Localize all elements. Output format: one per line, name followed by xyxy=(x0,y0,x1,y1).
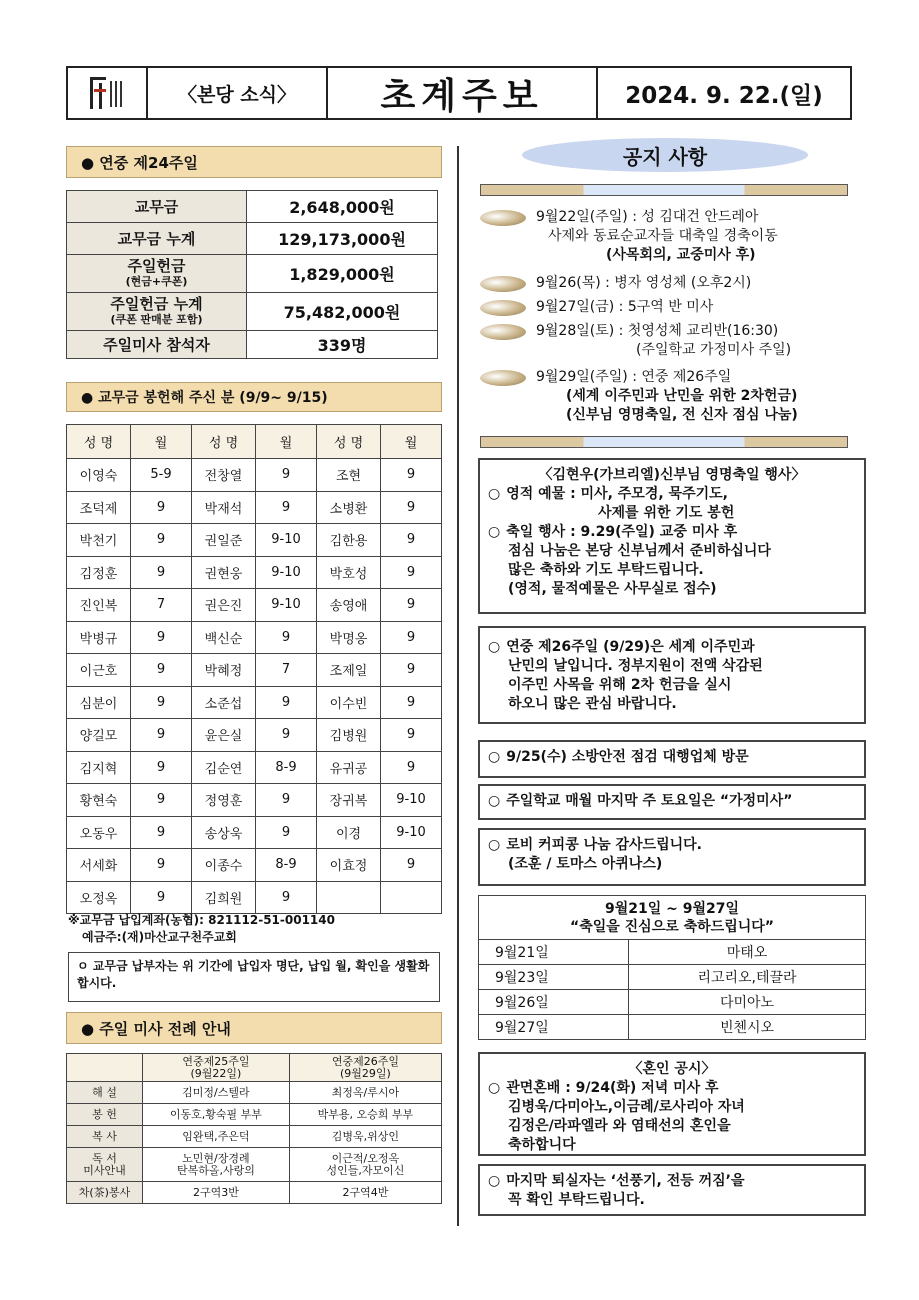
mass-cell: 박부용, 오승희 부부 xyxy=(289,1104,441,1126)
donor-name: 황현숙 xyxy=(67,784,131,817)
announcement-line: (주일학교 가정미사 주일) xyxy=(636,342,792,358)
donor-name: 유귀공 xyxy=(317,751,381,784)
circle-bullet-icon: ○ xyxy=(488,793,501,809)
donor-month: 9 xyxy=(256,491,317,524)
donor-name: 이효정 xyxy=(317,849,381,882)
donor-name: 정영훈 xyxy=(192,784,256,817)
feast-day: 9월26일 xyxy=(479,990,629,1015)
donor-name: 김희원 xyxy=(192,881,256,914)
donor-name: 권은진 xyxy=(192,589,256,622)
feast-item-1b: 사제를 위한 기도 봉헌 xyxy=(598,505,735,521)
donor-name: 이근호 xyxy=(67,654,131,687)
donor-month: 7 xyxy=(256,654,317,687)
circle-bullet-icon: ○ xyxy=(488,486,501,502)
col-month: 월 xyxy=(131,425,192,459)
stats-label xyxy=(67,293,247,331)
column-divider xyxy=(457,146,459,1226)
donor-name: 박명옹 xyxy=(317,621,381,654)
offering-stats-table xyxy=(66,190,438,359)
feast-greeting: “축일을 진심으로 축하드립니다” xyxy=(570,918,774,935)
feast-item-2c: 많은 축하와 기도 부탁드립니다. xyxy=(508,562,704,578)
bulletin-header xyxy=(66,66,852,120)
wedding-line: 관면혼배 : 9/24(화) 저녁 미사 후 xyxy=(506,1080,719,1096)
mass-cell: 임완택,주은덕 xyxy=(143,1126,290,1148)
table-row xyxy=(479,940,866,965)
announcement-item xyxy=(536,298,713,317)
mass-role: 독 서 미사안내 xyxy=(67,1148,143,1182)
account-info xyxy=(68,912,335,946)
oval-bullet-icon xyxy=(480,276,526,292)
wedding-line: 김정은/라파엘라 와 염태선의 혼인을 xyxy=(508,1118,731,1134)
oval-bullet-icon xyxy=(480,210,526,226)
stats-label-text: 교무금 xyxy=(134,197,179,216)
donor-month: 9-10 xyxy=(256,524,317,557)
wedding-box xyxy=(478,1052,866,1156)
donor-name: 조덕제 xyxy=(67,491,131,524)
donor-month: 9 xyxy=(256,686,317,719)
feast-item-1: 영적 예물 : 미사, 주모경, 묵주기도, xyxy=(506,486,728,502)
donor-name: 조제일 xyxy=(317,654,381,687)
col-name: 성 명 xyxy=(317,425,381,459)
donor-name: 장귀복 xyxy=(317,784,381,817)
donor-name: 박혜정 xyxy=(192,654,256,687)
donor-name: 백신순 xyxy=(192,621,256,654)
announcement-item xyxy=(536,274,751,293)
announcement-line: (세계 이주민과 난민을 위한 2차헌금) xyxy=(566,388,798,404)
circle-bullet-icon: ○ xyxy=(488,1173,501,1189)
coffee-line: (조훈 / 토마스 아퀴나스) xyxy=(508,856,663,872)
donor-month: 9-10 xyxy=(256,556,317,589)
donor-month: 9 xyxy=(256,881,317,914)
stats-label: 주일미사 참석자 xyxy=(67,331,247,359)
table-row xyxy=(479,990,866,1015)
donor-month: 9 xyxy=(381,524,442,557)
donor-month: 9 xyxy=(131,556,192,589)
announcement-item xyxy=(536,322,791,360)
stats-label xyxy=(67,255,247,293)
stats-label xyxy=(67,223,247,255)
stats-label xyxy=(67,191,247,223)
donor-month: 9 xyxy=(256,459,317,492)
table-row xyxy=(479,965,866,990)
table-row xyxy=(67,491,442,524)
table-row xyxy=(67,459,442,492)
wedding-line: 축하합니다 xyxy=(508,1137,576,1153)
donor-month: 9 xyxy=(256,621,317,654)
donor-name: 김지혁 xyxy=(67,751,131,784)
table-row xyxy=(67,686,442,719)
table-row xyxy=(67,1104,442,1126)
mass-cell: 연중제26주일 (9월29일) xyxy=(289,1054,441,1082)
donor-month: 9 xyxy=(131,491,192,524)
donor-name: 김병원 xyxy=(317,719,381,752)
feast-day: 9월21일 xyxy=(479,940,629,965)
announcement-item xyxy=(536,368,798,425)
announcement-line: 9월22일(주일) : 성 김대건 안드레아 xyxy=(536,209,759,225)
donor-month: 5-9 xyxy=(131,459,192,492)
donor-name: 박천기 xyxy=(67,524,131,557)
stats-row xyxy=(67,331,438,359)
stats-label-sub: (현금+쿠폰) xyxy=(125,274,188,288)
mass-role: 봉 헌 xyxy=(67,1104,143,1126)
donor-month: 9 xyxy=(256,784,317,817)
table-row xyxy=(479,1015,866,1040)
col-name: 성 명 xyxy=(67,425,131,459)
coffee-box xyxy=(478,828,866,886)
church-logo-icon xyxy=(87,75,127,111)
donor-month: 9 xyxy=(131,621,192,654)
col-name: 성 명 xyxy=(192,425,256,459)
donor-month: 9 xyxy=(131,524,192,557)
donor-name: 송영애 xyxy=(317,589,381,622)
announcement-line: 9월26(목) : 병자 영성체 (오후2시) xyxy=(536,275,752,291)
donor-name: 김순연 xyxy=(192,751,256,784)
table-row xyxy=(67,784,442,817)
table-row xyxy=(67,654,442,687)
donor-name: 양길모 xyxy=(67,719,131,752)
table-row xyxy=(67,849,442,882)
donor-name: 권현웅 xyxy=(192,556,256,589)
saint-name: 다미아노 xyxy=(629,990,866,1015)
donor-name: 송상욱 xyxy=(192,816,256,849)
feast-item-2d: (영적, 물적예물은 사무실로 접수) xyxy=(508,581,717,597)
donor-name: 박병규 xyxy=(67,621,131,654)
mass-cell: 이동호,황숙필 부부 xyxy=(143,1104,290,1126)
bulletin-date: 2024. 9. 22.(일) xyxy=(625,82,823,109)
donor-month: 7 xyxy=(131,589,192,622)
donor-month: 9 xyxy=(381,849,442,882)
donor-title: ● 교무금 봉헌해 주신 분 (9/9~ 9/15) xyxy=(66,382,442,412)
donor-name: 김한용 xyxy=(317,524,381,557)
announcement-line: 9월29일(주일) : 연중 제26주일 xyxy=(536,369,732,385)
fire-text: 9/25(수) 소방안전 점검 대행업체 방문 xyxy=(506,749,749,765)
sunday-school-box xyxy=(478,784,866,820)
donor-name: 권일준 xyxy=(192,524,256,557)
mass-role: 복 사 xyxy=(67,1126,143,1148)
bulletin-title: 초계주보 xyxy=(328,68,598,118)
migrant-line: 하오니 많은 관심 바랍니다. xyxy=(508,696,677,712)
mass-cell: 김병욱,위상인 xyxy=(289,1126,441,1148)
mass-role: 차(茶)봉사 xyxy=(67,1182,143,1204)
donor-month: 9 xyxy=(131,881,192,914)
coffee-line: 로비 커피콩 나눔 감사드립니다. xyxy=(506,837,702,853)
announcement-line: 9월27일(금) : 5구역 반 미사 xyxy=(536,299,714,315)
donor-header-row xyxy=(67,425,442,459)
donor-name: 소병환 xyxy=(317,491,381,524)
donor-month: 9 xyxy=(381,719,442,752)
mass-cell: 이근적/오정옥 성인들,자모이신 xyxy=(289,1148,441,1182)
school-text: 주일학교 매월 마지막 주 토요일은 “가정미사” xyxy=(506,793,793,809)
donor-month: 9 xyxy=(131,751,192,784)
circle-bullet-icon: ○ xyxy=(488,639,501,655)
migrant-box xyxy=(478,626,866,724)
donor-month: 9-10 xyxy=(381,784,442,817)
circle-bullet-icon: ○ xyxy=(488,524,501,540)
migrant-line: 연중 제26주일 (9/29)은 세계 이주민과 xyxy=(506,639,755,655)
feast-day: 9월23일 xyxy=(479,965,629,990)
donor-month: 9 xyxy=(131,719,192,752)
stats-label-text: 교무금 누계 xyxy=(117,229,196,248)
table-row xyxy=(67,881,442,914)
stats-row xyxy=(67,191,438,223)
donor-month: 8-9 xyxy=(256,849,317,882)
donor-month: 9 xyxy=(256,816,317,849)
donor-name: 이영숙 xyxy=(67,459,131,492)
donor-name: 전창열 xyxy=(192,459,256,492)
donor-name: 진인복 xyxy=(67,589,131,622)
stats-value: 129,173,000원 xyxy=(247,223,438,255)
donor-name: 오정옥 xyxy=(67,881,131,914)
feast-date-range: 9월21일 ~ 9월27일 xyxy=(604,900,740,917)
feast-table xyxy=(478,895,866,1040)
stats-label-text: 주일헌금 xyxy=(127,256,186,275)
saint-name: 마태오 xyxy=(629,940,866,965)
donor-month: 9-10 xyxy=(256,589,317,622)
stats-label-sub: (쿠폰 판매분 포함) xyxy=(110,312,203,326)
stats-row xyxy=(67,223,438,255)
mass-liturgy-table xyxy=(66,1053,442,1204)
stats-row xyxy=(67,293,438,331)
stats-value: 1,829,000원 xyxy=(247,255,438,293)
announcement-line: 9월28일(토) : 첫영성체 교리반(16:30) xyxy=(536,323,779,339)
feast-head-row xyxy=(479,896,866,940)
table-row xyxy=(67,524,442,557)
mass-role xyxy=(67,1054,143,1082)
donor-name: 박호성 xyxy=(317,556,381,589)
saint-name: 빈첸시오 xyxy=(629,1015,866,1040)
donor-month: 9 xyxy=(381,686,442,719)
table-row xyxy=(67,816,442,849)
stats-value: 75,482,000원 xyxy=(247,293,438,331)
notice-title: 공지 사항 xyxy=(522,138,808,172)
donor-name: 이수빈 xyxy=(317,686,381,719)
donor-month: 9 xyxy=(131,654,192,687)
circle-bullet-icon: ○ xyxy=(488,749,501,765)
feast-day-box xyxy=(478,458,866,614)
donor-name: 오동우 xyxy=(67,816,131,849)
oval-bullet-icon xyxy=(480,324,526,340)
donor-name xyxy=(317,881,381,914)
oval-bullet-icon xyxy=(480,300,526,316)
migrant-line: 난민의 날입니다. 정부지원이 전액 삭감된 xyxy=(508,658,763,674)
fire-inspection-box xyxy=(478,740,866,778)
mass-cell: 연중제25주일 (9월22일) xyxy=(143,1054,290,1082)
last-exit-box xyxy=(478,1164,866,1216)
decor-bar-bottom xyxy=(480,436,848,448)
table-row xyxy=(67,1182,442,1204)
table-row xyxy=(67,1126,442,1148)
stats-row xyxy=(67,255,438,293)
stats-label-text: 주일헌금 누계 xyxy=(110,294,203,313)
circle-bullet-icon: ○ xyxy=(488,837,501,853)
table-row xyxy=(67,1082,442,1104)
mass-cell: 2구역4반 xyxy=(289,1182,441,1204)
decor-bar-top xyxy=(480,184,848,196)
donor-month: 9-10 xyxy=(381,816,442,849)
donor-month: 9 xyxy=(131,816,192,849)
donor-month: 9 xyxy=(381,459,442,492)
mass-cell: 김미정/스텔라 xyxy=(143,1082,290,1104)
mass-cell: 최정옥/루시아 xyxy=(289,1082,441,1104)
mass-role: 해 설 xyxy=(67,1082,143,1104)
donor-month: 9 xyxy=(256,719,317,752)
donor-month xyxy=(381,881,442,914)
circle-bullet-icon: ○ xyxy=(488,1080,501,1096)
col-month: 월 xyxy=(381,425,442,459)
table-row xyxy=(67,751,442,784)
section-label: 〈본당 소식〉 xyxy=(148,68,328,118)
feast-item-2b: 점심 나눔은 본당 신부님께서 준비하십니다 xyxy=(508,543,771,559)
donor-name: 서세화 xyxy=(67,849,131,882)
donor-name: 이종수 xyxy=(192,849,256,882)
donor-name: 조현 xyxy=(317,459,381,492)
last-exit-line: 꼭 확인 부탁드립니다. xyxy=(508,1192,645,1208)
table-row xyxy=(67,1054,442,1082)
wedding-line: 김병욱/다미아노,이금례/로사리아 자녀 xyxy=(508,1099,745,1115)
wedding-title: 〈혼인 공시〉 xyxy=(628,1061,716,1077)
announcement-item xyxy=(536,208,778,265)
donor-month: 9 xyxy=(131,686,192,719)
donor-month: 9 xyxy=(381,589,442,622)
donor-name: 박재석 xyxy=(192,491,256,524)
oval-bullet-icon xyxy=(480,370,526,386)
table-row xyxy=(67,1148,442,1182)
feast-item-2: 축일 행사 : 9.29(주일) 교중 미사 후 xyxy=(506,524,738,540)
donor-month: 8-9 xyxy=(256,751,317,784)
donor-month: 9 xyxy=(381,621,442,654)
donor-name: 심분이 xyxy=(67,686,131,719)
stats-value: 2,648,000원 xyxy=(247,191,438,223)
donor-month: 9 xyxy=(131,849,192,882)
mass-cell: 2구역3반 xyxy=(143,1182,290,1204)
announcement-line: 사제와 동료순교자들 대축일 경축이동 xyxy=(548,228,778,244)
table-row xyxy=(67,556,442,589)
table-row xyxy=(67,621,442,654)
account-holder: 예금주:(재)마산교구천주교회 xyxy=(82,930,237,944)
donor-month: 9 xyxy=(381,491,442,524)
announcement-line: (사목회의, 교중미사 후) xyxy=(606,247,756,263)
feast-day: 9월27일 xyxy=(479,1015,629,1040)
feast-head xyxy=(479,896,866,940)
feast-box-title: 〈김현우(가브리엘)신부님 영명축일 행사〉 xyxy=(538,467,806,483)
donor-month: 9 xyxy=(381,654,442,687)
announcement-line: (신부님 영명축일, 전 신자 점심 나눔) xyxy=(566,407,798,423)
donor-name: 이경 xyxy=(317,816,381,849)
donor-month: 9 xyxy=(131,784,192,817)
donor-month: 9 xyxy=(381,751,442,784)
donor-name: 김정훈 xyxy=(67,556,131,589)
donor-month: 9 xyxy=(381,556,442,589)
migrant-line: 이주민 사목을 위해 2차 헌금을 실시 xyxy=(508,677,732,693)
parish-logo xyxy=(68,68,148,118)
donor-table xyxy=(66,424,442,914)
donor-name: 소준섭 xyxy=(192,686,256,719)
account-number: ※교무금 납입계좌(농협): 821112-51-001140 xyxy=(68,913,335,927)
stats-value: 339명 xyxy=(247,331,438,359)
table-row xyxy=(67,719,442,752)
donor-name: 윤은실 xyxy=(192,719,256,752)
table-row xyxy=(67,589,442,622)
last-exit-line: 마지막 퇴실자는 ‘선풍기, 전등 꺼짐’을 xyxy=(506,1173,745,1189)
saint-name: 리고리오,테끌라 xyxy=(629,965,866,990)
mass-cell: 노민현/장경례 탄복하올,사랑의 xyxy=(143,1148,290,1182)
donor-notice: ㅇ 교무금 납부자는 위 기간에 납입자 명단, 납입 월, 확인을 생활화 합시다. xyxy=(68,952,440,1002)
mass-title: ● 주일 미사 전례 안내 xyxy=(66,1012,442,1044)
week-title: ● 연중 제24주일 xyxy=(66,146,442,178)
col-month: 월 xyxy=(256,425,317,459)
